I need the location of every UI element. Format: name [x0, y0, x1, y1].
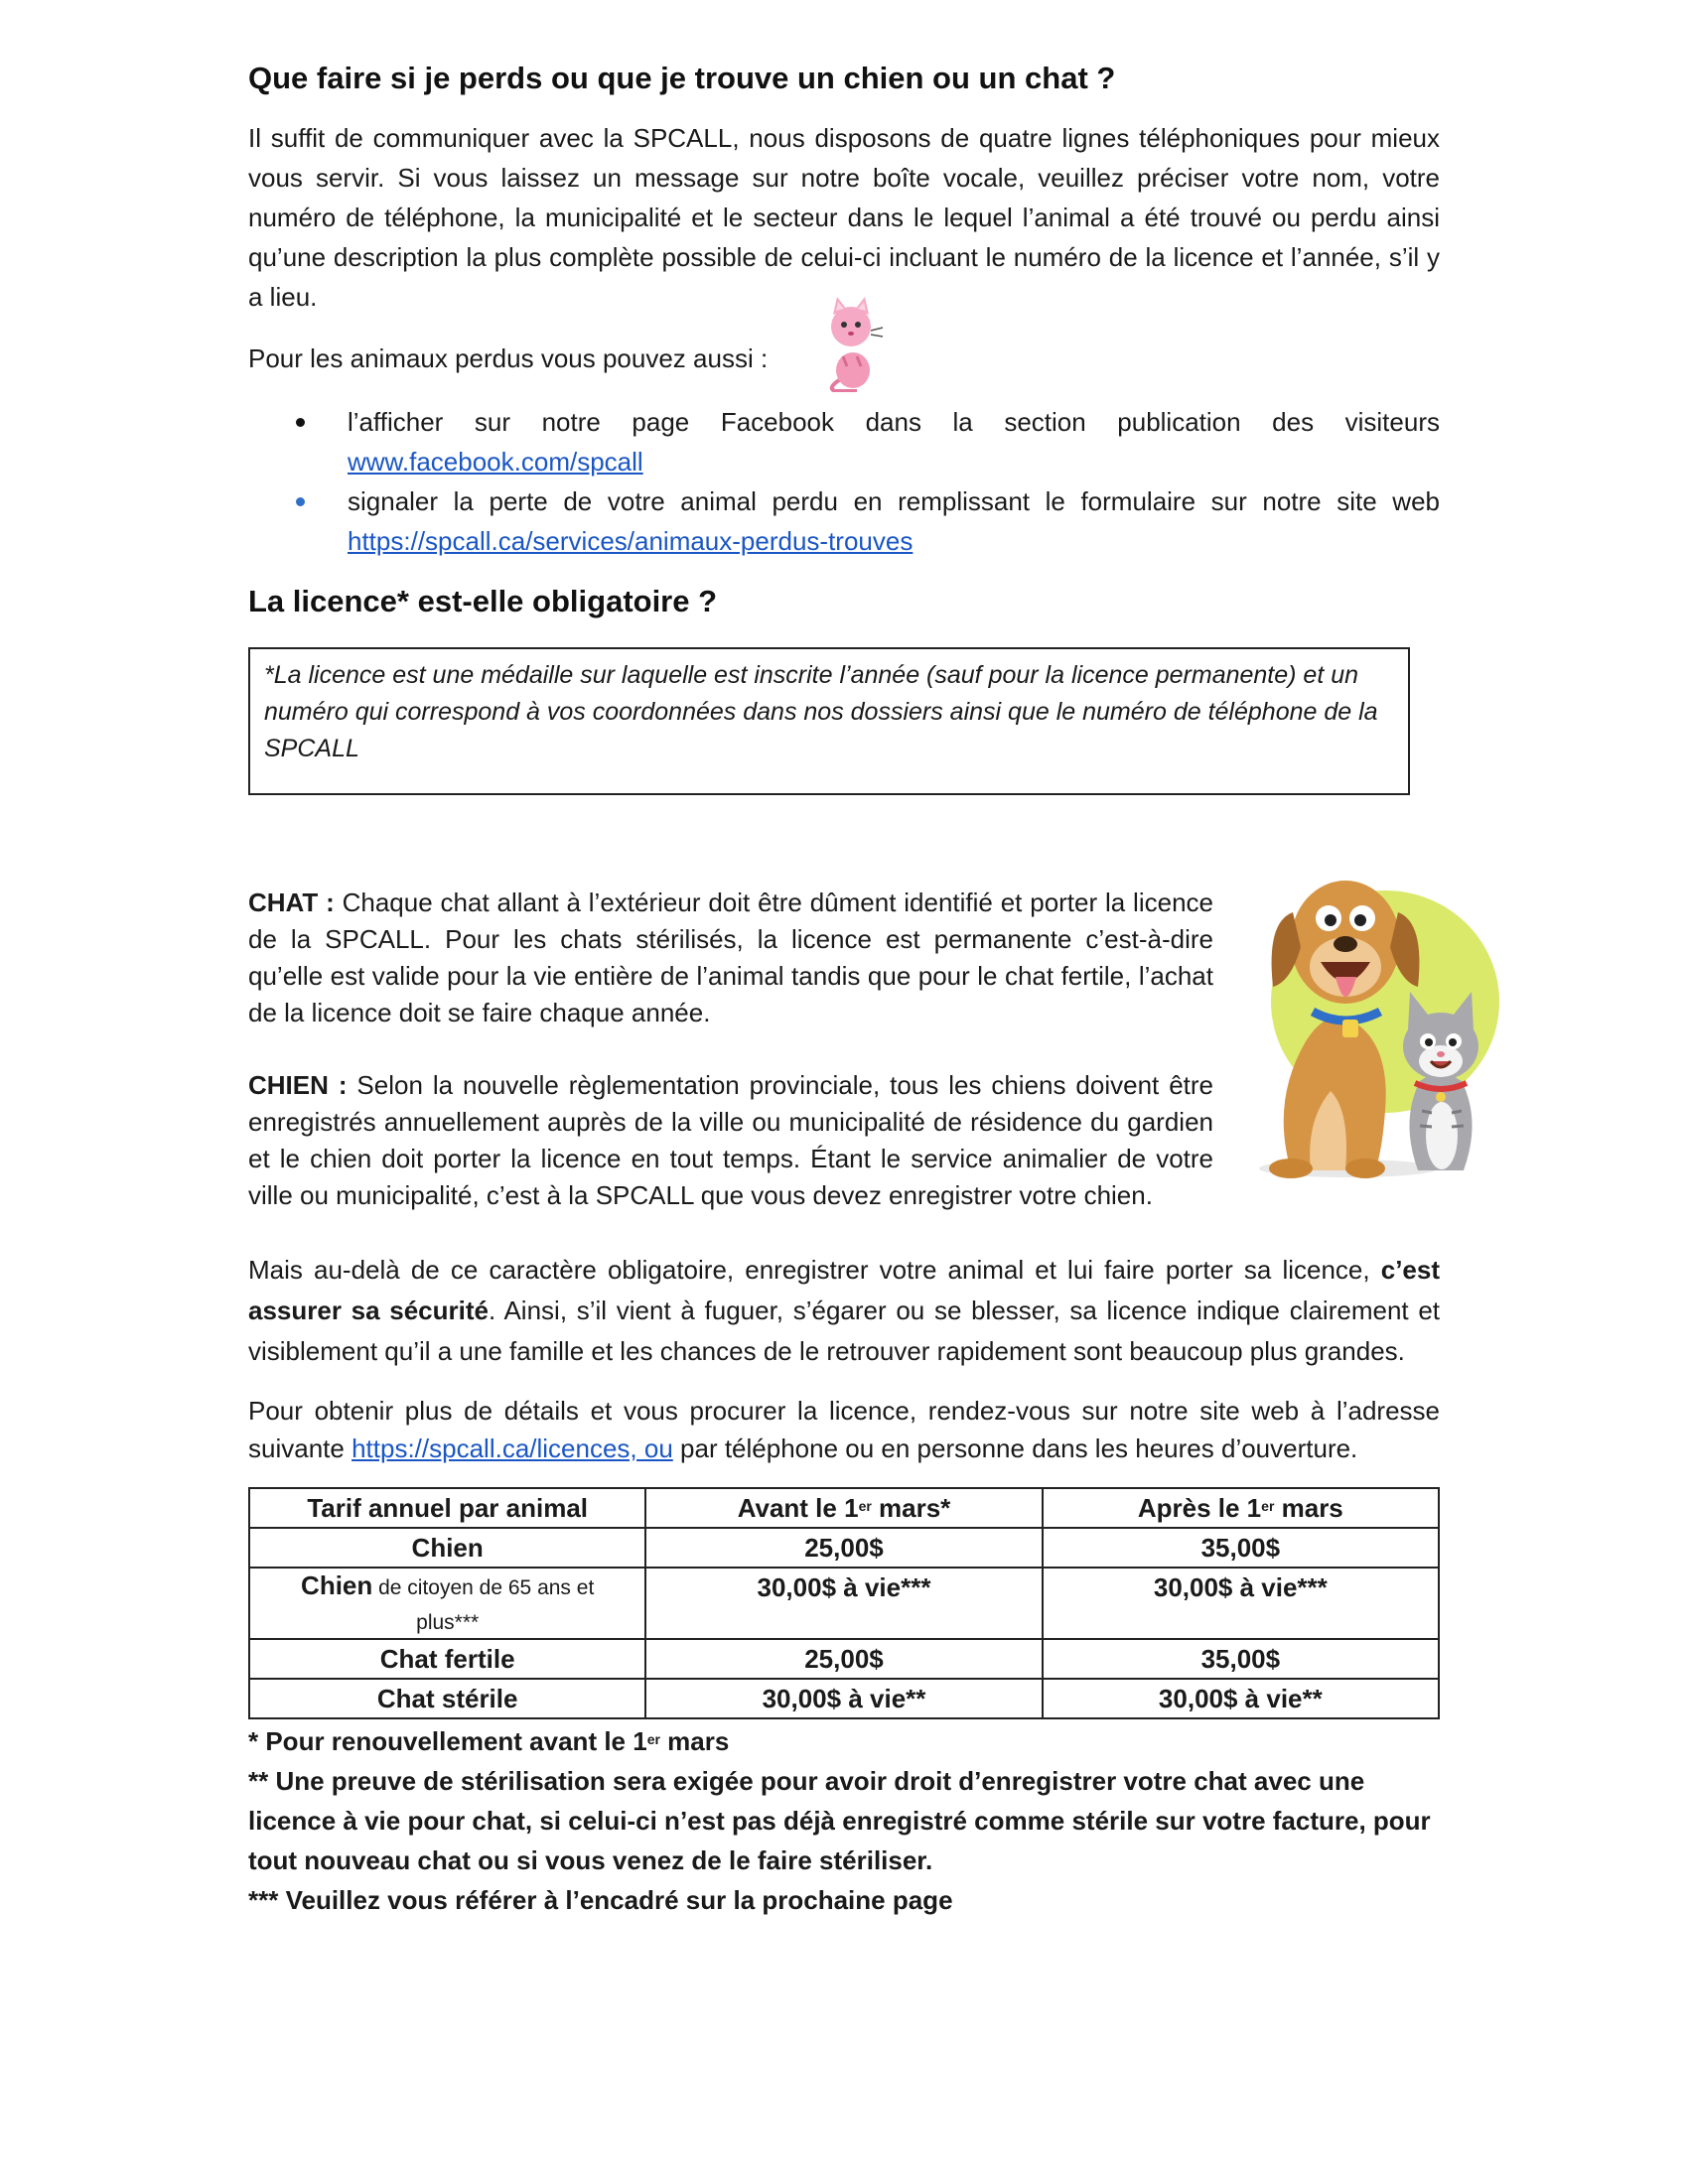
- footnote-1: * Pour renouvellement avant le 1er mars: [248, 1726, 730, 1757]
- table-row: [249, 1568, 1439, 1639]
- chat-text: Chaque chat allant à l’extérieur doit être dûment identifié et porter la licence de la SPCALL. Pour les chats stérilisés, la licence est permanente c’est-à-dire qu’elle est valide pour la vie entière de l’animal tandis que pour le chat fertile, l’achat de la licence doit se faire chaque année.: [248, 887, 1213, 1028]
- row-before: 30,00$ à vie**: [645, 1679, 1042, 1718]
- safety-text-before: Mais au-delà de ce caractère obligatoire, enregistrer votre animal et lui faire porter sa licence,: [248, 1255, 1381, 1286]
- safety-emphasis: c’est assurer sa sécurité: [248, 1255, 1440, 1326]
- paragraph-details: [248, 1392, 1440, 1467]
- bullet-text: l’afficher sur notre page Facebook dans la section publication des visiteurs: [348, 407, 1440, 438]
- lost-found-form-link[interactable]: https://spcall.ca/services/animaux-perdus-trouves: [348, 526, 914, 557]
- chien-text: Selon la nouvelle règlementation provinciale, tous les chiens doivent être enregistrés annuellement auprès de la ville ou municipalité de résidence du gardien et le chien doit porter la licence en tout temps. Étant le service animalier de votre ville ou municipalité, c’est à la SPCALL que vous devez enregistrer votre chien.: [248, 1070, 1213, 1211]
- chat-label: CHAT :: [248, 887, 335, 918]
- row-label: Chat fertile: [249, 1639, 645, 1679]
- licence-section: [248, 885, 1440, 1214]
- dog-and-cat-illustration: [1251, 853, 1499, 1180]
- row-after: 35,00$: [1043, 1639, 1439, 1679]
- table-row: [249, 1639, 1439, 1679]
- list-item: [248, 402, 1440, 481]
- paragraph-chat: [248, 885, 1213, 1031]
- safety-text-after: . Ainsi, s’il vient à fuguer, s’égarer ou se blesser, sa licence indique clairement et visiblement qu’il a une famille et les chances de le retrouver rapidement sont beaucoup plus grandes.: [248, 1296, 1441, 1367]
- footnote-2: ** Une preuve de stérilisation sera exigée pour avoir droit d’enregistrer votre chat avec une licence à vie pour chat, si celui-ci n’est pas déjà enregistré comme stérile sur votre facture, pour tout nouveau chat ou si vous venez de le faire stériliser.: [248, 1766, 1431, 1876]
- row-after: 30,00$ à vie***: [1043, 1568, 1439, 1639]
- row-before: 30,00$ à vie***: [645, 1568, 1042, 1639]
- row-after: 30,00$ à vie**: [1043, 1679, 1439, 1718]
- table-row: [249, 1679, 1439, 1718]
- bullet-text: signaler la perte de votre animal perdu en remplissant le formulaire sur notre site web: [348, 486, 1440, 517]
- row-label: Chien: [249, 1528, 645, 1568]
- table-header-row: [249, 1488, 1439, 1528]
- pink-cat-icon: [817, 293, 887, 392]
- header-after: Après le 1er mars: [1043, 1488, 1439, 1528]
- row-after: 35,00$: [1043, 1528, 1439, 1568]
- lost-animals-intro: Pour les animaux perdus vous pouvez aussi :: [248, 343, 769, 374]
- list-item: [248, 481, 1440, 561]
- facebook-link[interactable]: www.facebook.com/spcall: [348, 447, 643, 478]
- details-text-before: Pour obtenir plus de détails et vous procurer la licence, rendez-vous sur notre site web à l’adresse suivante: [248, 1396, 1440, 1464]
- header-before: Avant le 1er mars*: [645, 1488, 1042, 1528]
- licence-note-box: [248, 647, 1410, 795]
- lost-options-list: [248, 402, 1440, 561]
- footnotes: [248, 1721, 1440, 1920]
- paragraph-chien: [248, 1067, 1213, 1214]
- document-page: [248, 58, 1440, 1920]
- table-row: [249, 1528, 1439, 1568]
- details-text-after: par téléphone ou en personne dans les heures d’ouverture.: [672, 1433, 1358, 1464]
- footnote-3: *** Veuillez vous référer à l’encadré sur la prochaine page: [248, 1885, 953, 1916]
- heading-lost-found: Que faire si je perds ou que je trouve un chien ou un chat ?: [248, 61, 1116, 95]
- licences-link[interactable]: https://spcall.ca/licences, ou: [352, 1433, 673, 1464]
- heading-licence: La licence* est-elle obligatoire ?: [248, 584, 718, 619]
- row-label: Chien de citoyen de 65 ans et plus***: [249, 1568, 645, 1639]
- lost-intro-row: [248, 339, 1440, 378]
- licence-text-column: [248, 885, 1213, 1214]
- paragraph-contact: Il suffit de communiquer avec la SPCALL, nous disposons de quatre lignes téléphoniques pour mieux vous servir. Si vous laissez un message sur notre boîte vocale, veuillez préciser votre nom, votre numéro de téléphone, la municipalité et le secteur dans le lequel l’animal a été trouvé ou perdu ainsi qu’une description la plus complète possible de celui-ci incluant le numéro de la licence et l’année, s’il y a lieu.: [248, 123, 1440, 313]
- row-label: Chat stérile: [249, 1679, 645, 1718]
- chien-label: CHIEN :: [248, 1070, 348, 1101]
- licence-note: *La licence est une médaille sur laquelle est inscrite l’année (sauf pour la licence permanente) et un numéro qui correspond à vos coordonnées dans nos dossiers ainsi que le numéro de téléphone de la SPCALL: [264, 661, 1378, 763]
- row-before: 25,00$: [645, 1639, 1042, 1679]
- tarif-table: [248, 1487, 1440, 1719]
- row-before: 25,00$: [645, 1528, 1042, 1568]
- paragraph-safety: [248, 1250, 1440, 1372]
- header-tarif: Tarif annuel par animal: [249, 1488, 645, 1528]
- bullet-dot-icon: [296, 497, 305, 506]
- bullet-dot-icon: [296, 418, 305, 427]
